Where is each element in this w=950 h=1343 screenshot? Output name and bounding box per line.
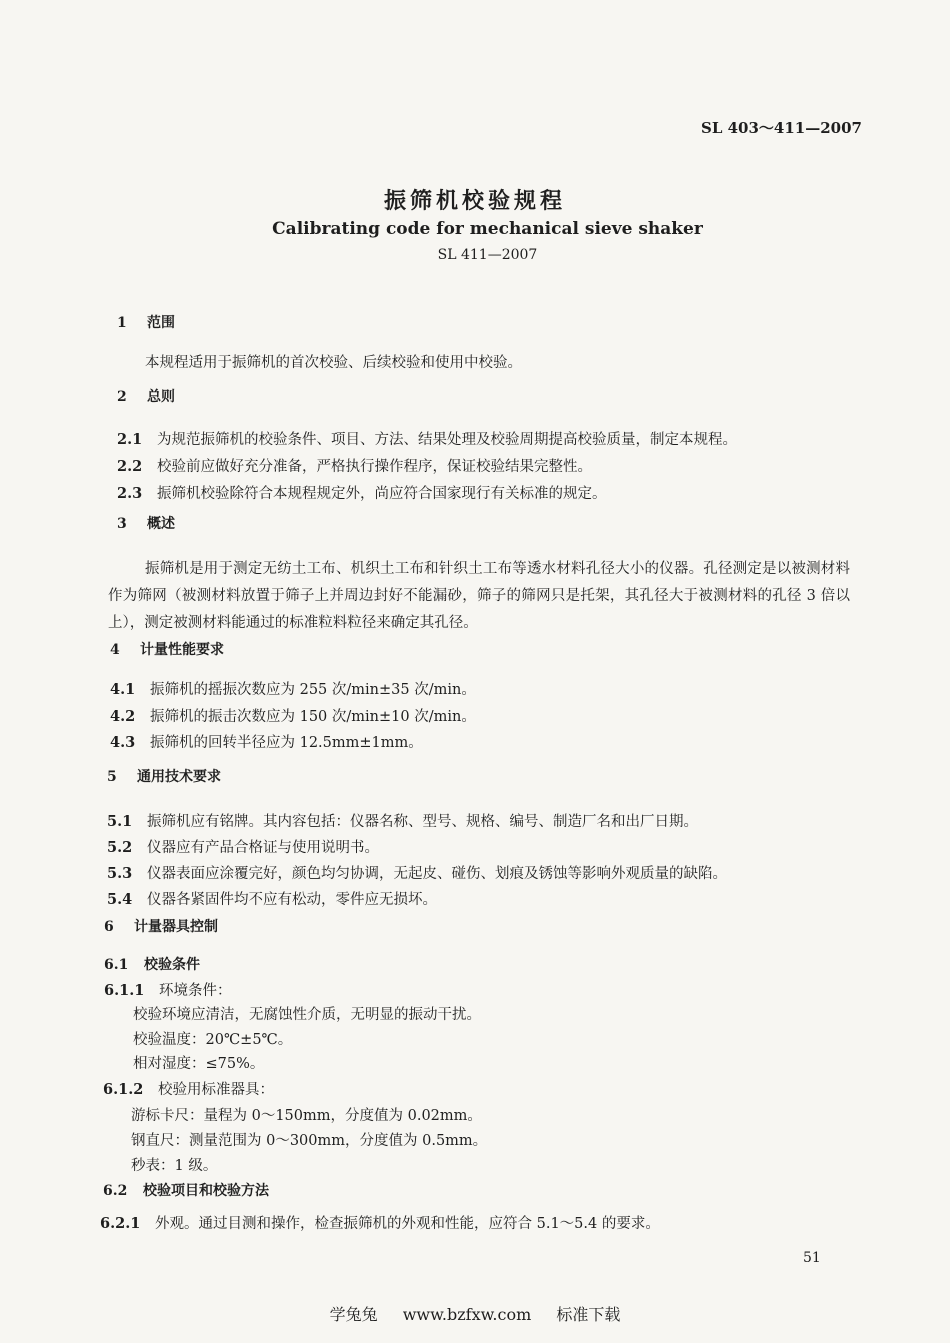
- section-4-heading: [110, 639, 224, 659]
- clause-number: 5.3: [107, 865, 133, 882]
- clause-6-1-2-heading: [103, 1078, 274, 1099]
- section-2-heading: [117, 386, 175, 406]
- footer-site-name: 学兔兔: [329, 1305, 378, 1324]
- section-title: 总则: [147, 389, 175, 405]
- humidity-line: 相对湿度：≤75%。: [133, 1056, 265, 1072]
- clause-number: 2.3: [117, 485, 143, 502]
- clause-4-3: [110, 731, 423, 752]
- section-number: 2: [117, 389, 127, 405]
- clause-number: 6.1.1: [104, 982, 145, 999]
- clause-text: 振筛机的回转半径应为 12.5mm±1mm。: [150, 735, 423, 751]
- clause-number: 5.1: [107, 813, 133, 830]
- clause-number: 4.2: [110, 708, 136, 725]
- section-title: 概述: [147, 516, 175, 532]
- page-number: 51: [803, 1250, 821, 1266]
- clause-5-2: [107, 836, 379, 857]
- clause-2-1: [117, 428, 737, 449]
- clause-title: 校验项目和校验方法: [143, 1183, 269, 1199]
- clause-text: 振筛机应有铭牌。其内容包括：仪器名称、型号、规格、编号、制造厂名和出厂日期。: [147, 814, 698, 830]
- standard-code: SL 403～411—2007: [701, 119, 862, 137]
- clause-5-4: [107, 888, 437, 909]
- clause-number: 6.2.1: [100, 1215, 141, 1232]
- section-1-text: 本规程适用于振筛机的首次校验、后续校验和使用中校验。: [145, 355, 522, 371]
- footer-tag: 标准下载: [556, 1305, 621, 1324]
- clause-5-3: [107, 862, 727, 883]
- clause-4-2: [110, 705, 476, 726]
- section-6-heading: [104, 916, 218, 936]
- clause-text: 仪器表面应涂覆完好，颜色均匀协调，无起皮、碰伤、划痕及锈蚀等影响外观质量的缺陷。: [147, 866, 727, 882]
- section-3-heading: [117, 513, 175, 533]
- clause-number: 5.4: [107, 891, 133, 908]
- clause-number: 6.1.2: [103, 1081, 144, 1098]
- clause-text: 外观。通过目测和操作，检查振筛机的外观和性能，应符合 5.1～5.4 的要求。: [155, 1216, 660, 1232]
- clause-title: 环境条件：: [159, 983, 232, 999]
- section-title: 计量性能要求: [140, 642, 224, 658]
- temperature-line: 校验温度：20℃±5℃。: [133, 1032, 293, 1048]
- section-number: 5: [107, 769, 117, 785]
- clause-6-1-heading: [104, 954, 200, 974]
- section-number: 1: [117, 315, 127, 331]
- clause-2-3: [117, 482, 607, 503]
- clause-number: 2.1: [117, 431, 143, 448]
- section-3-paragraph: 振筛机是用于测定无纺土工布、机织土工布和针织土工布等透水材料孔径大小的仪器。孔径测定是以被测材料作为筛网（被测材料放置于筛子上并周边封好不能漏砂，筛子的筛网只是托架，其孔径大于被测材料的孔径 3 倍以上），测定被测材料能通过的标准粒料粒径来确定其孔径。: [108, 561, 850, 631]
- clause-text: 仪器各紧固件均不应有松动，零件应无损坏。: [147, 892, 437, 908]
- environment-line: 校验环境应清洁，无腐蚀性介质，无明显的振动干扰。: [133, 1007, 481, 1023]
- clause-6-1-1-heading: [104, 979, 232, 1000]
- clause-title: 校验条件: [144, 957, 200, 973]
- section-number: 3: [117, 516, 127, 532]
- page-title-chinese: 振筛机校验规程: [383, 188, 566, 214]
- section-title: 通用技术要求: [137, 769, 221, 785]
- stopwatch-line: 秒表：1 级。: [131, 1158, 218, 1174]
- standard-number: SL 411—2007: [437, 247, 538, 263]
- clause-text: 校验前应做好充分准备，严格执行操作程序，保证校验结果完整性。: [157, 459, 592, 475]
- clause-6-2-heading: [103, 1180, 269, 1200]
- page-title-english: Calibrating code for mechanical sieve shaker: [272, 219, 703, 239]
- clause-6-2-1: [100, 1212, 660, 1233]
- clause-title: 校验用标准器具：: [158, 1082, 274, 1098]
- footer-url[interactable]: www.bzfxw.com: [402, 1305, 532, 1324]
- section-1-heading: [117, 312, 175, 332]
- section-title: 范围: [147, 315, 175, 331]
- clause-number: 6.1: [104, 957, 129, 973]
- clause-text: 振筛机的振击次数应为 150 次/min±10 次/min。: [150, 709, 476, 725]
- clause-number: 6.2: [103, 1183, 128, 1199]
- steel-ruler-line: 钢直尺：测量范围为 0～300mm，分度值为 0.5mm。: [131, 1133, 488, 1149]
- clause-2-2: [117, 455, 592, 476]
- section-number: 6: [104, 919, 114, 935]
- clause-4-1: [110, 678, 476, 699]
- clause-5-1: [107, 810, 698, 831]
- clause-text: 振筛机的摇振次数应为 255 次/min±35 次/min。: [150, 682, 476, 698]
- clause-number: 2.2: [117, 458, 143, 475]
- footer-watermark: [0, 1302, 950, 1325]
- clause-text: 仪器应有产品合格证与使用说明书。: [147, 840, 379, 856]
- section-number: 4: [110, 642, 120, 658]
- clause-number: 4.1: [110, 681, 136, 698]
- clause-number: 5.2: [107, 839, 133, 856]
- clause-text: 为规范振筛机的校验条件、项目、方法、结果处理及校验周期提高校验质量，制定本规程。: [157, 432, 737, 448]
- section-5-heading: [107, 766, 221, 786]
- clause-number: 4.3: [110, 734, 136, 751]
- section-title: 计量器具控制: [134, 919, 218, 935]
- caliper-line: 游标卡尺：量程为 0～150mm，分度值为 0.02mm。: [131, 1108, 482, 1124]
- clause-text: 振筛机校验除符合本规程规定外，尚应符合国家现行有关标准的规定。: [157, 486, 607, 502]
